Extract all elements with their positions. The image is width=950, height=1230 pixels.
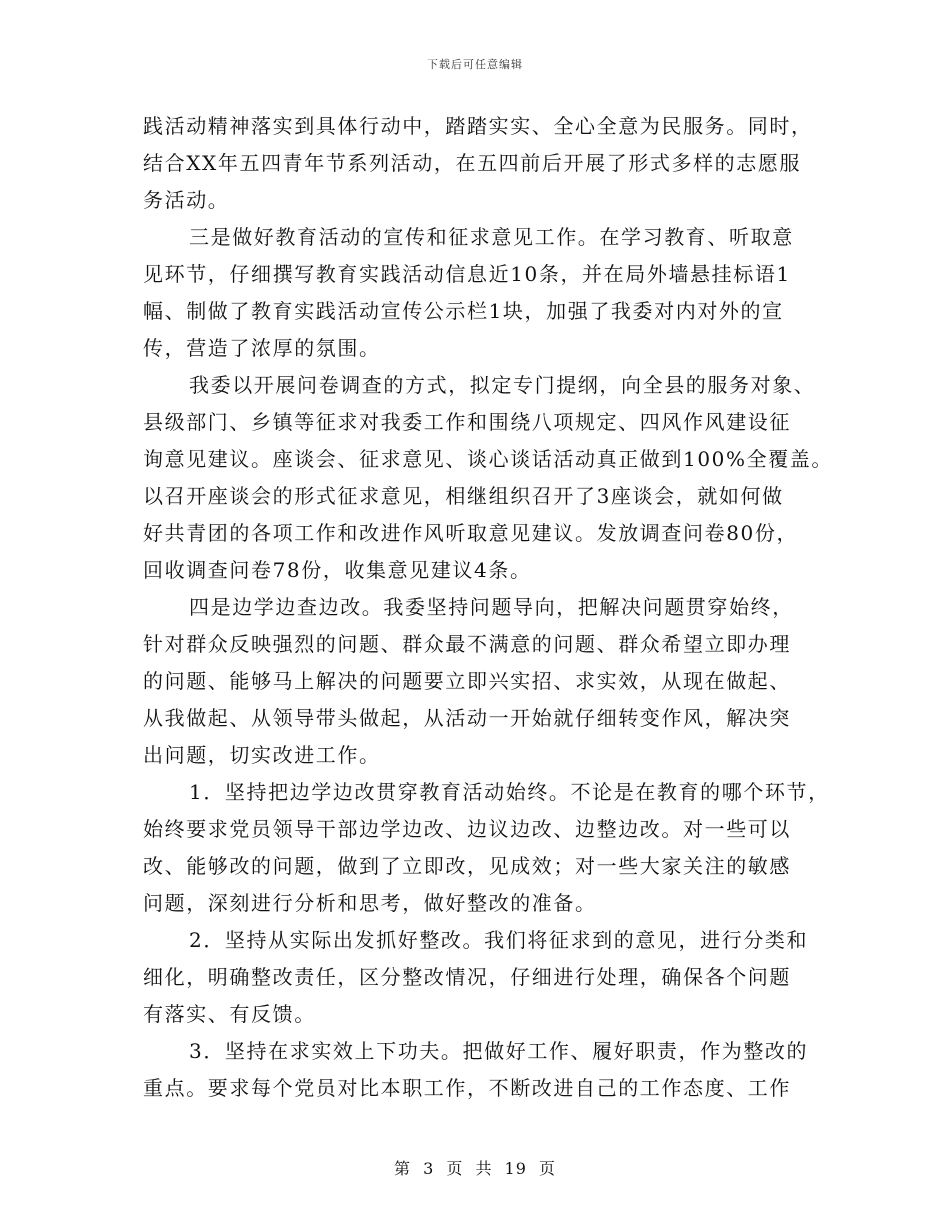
paragraph-start-line: 四是边学边查边改。我委坚持问题导向，把解决问题贯穿始终， xyxy=(189,595,794,619)
page-number: 第 3 页 共 19 页 xyxy=(394,1159,556,1178)
body-line: 县级部门、乡镇等征求对我委工作和围绕八项规定、四风作风建设征 xyxy=(143,410,791,434)
body-line: 践活动精神落实到具体行动中，踏踏实实、全心全意为民服务。同时， xyxy=(143,114,813,138)
body-line: 始终要求党员领导干部边学边改、边议边改、边整边改。对一些可以 xyxy=(143,817,791,841)
body-line: 问题，深刻进行分析和思考，做好整改的准备。 xyxy=(143,891,597,915)
body-line: 结合XX年五四青年节系列活动，在五四前后开展了形式多样的志愿服 xyxy=(143,151,802,175)
body-line: 询意见建议。座谈会、征求意见、谈心谈话活动真正做到100%全覆盖。 xyxy=(143,447,833,471)
paragraph-start-line: 我委以开展问卷调查的方式，拟定专门提纲，向全县的服务对象、 xyxy=(189,373,816,397)
body-line: 见环节，仔细撰写教育实践活动信息近10条，并在局外墙悬挂标语1 xyxy=(143,262,791,286)
body-line: 幅、制做了教育实践活动宣传公示栏1块，加强了我委对内对外的宣 xyxy=(143,299,784,323)
document-body xyxy=(143,108,833,1107)
paragraph-start-line: 2．坚持从实际出发抓好整改。我们将征求到的意见，进行分类和 xyxy=(189,928,809,952)
body-line: 出问题，切实改进工作。 xyxy=(143,743,381,767)
page-header: 下载后可任意编辑 xyxy=(427,58,523,71)
body-line: 从我做起、从领导带头做起，从活动一开始就仔细转变作风，解决突 xyxy=(143,706,791,730)
body-line: 回收调查问卷78份，收集意见建议4条。 xyxy=(143,558,532,582)
body-line: 务活动。 xyxy=(143,188,230,212)
paragraph-start-line: 3．坚持在求实效上下功夫。把做好工作、履好职责，作为整改的 xyxy=(189,1039,809,1063)
body-line: 针对群众反映强烈的问题、群众最不满意的问题、群众希望立即办理 xyxy=(143,632,791,656)
body-line: 重点。要求每个党员对比本职工作，不断改进自己的工作态度、工作 xyxy=(143,1076,791,1100)
body-line: 细化，明确整改责任，区分整改情况，仔细进行处理，确保各个问题 xyxy=(143,965,791,989)
body-line: 改、能够改的问题，做到了立即改，见成效；对一些大家关注的敏感 xyxy=(143,854,791,878)
body-line: 传，营造了浓厚的氛围。 xyxy=(143,336,381,360)
paragraph-start-line: 三是做好教育活动的宣传和征求意见工作。在学习教育、听取意 xyxy=(189,225,794,249)
body-line: 的问题、能够马上解决的问题要立即兴实招、求实效，从现在做起、 xyxy=(143,669,791,693)
body-line: 好共青团的各项工作和改进作风听取意见建议。发放调查问卷80份， xyxy=(143,521,799,545)
body-line: 有落实、有反馈。 xyxy=(143,1002,316,1026)
body-line: 以召开座谈会的形式征求意见，相继组织召开了3座谈会，就如何做 xyxy=(143,484,784,508)
paragraph-start-line: 1．坚持把边学边改贯穿教育活动始终。不论是在教育的哪个环节， xyxy=(189,780,830,804)
